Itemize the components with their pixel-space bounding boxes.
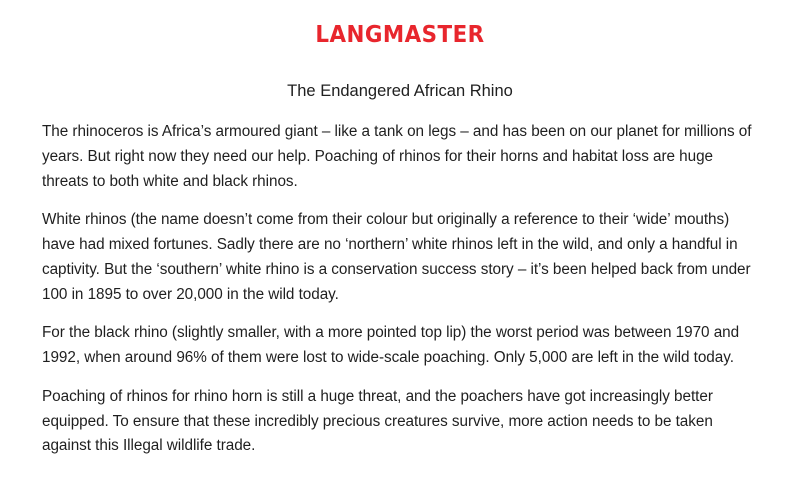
paragraph: Poaching of rhinos for rhino horn is still a huge threat, and the poachers have got increasingly better equipped. To ensure that these incredibly precious creatures survive, more action needs to be taken against this Illegal wildlife trade. — [42, 387, 713, 455]
article-body — [42, 120, 762, 459]
paragraph: For the black rhino (slightly smaller, with a more pointed top lip) the worst period was between 1970 and 1992, when around 96% of them were lost to wide-scale poaching. Only 5,000 are left in the wild today. — [42, 324, 740, 367]
paragraph: The rhinoceros is Africa’s armoured giant – like a tank on legs – and has been on our planet for millions of years. But right now they need our help. Poaching of rhinos for their horns and habitat loss are huge threats to both white and black rhinos. — [42, 123, 752, 190]
langmaster-logo: LANGMASTER — [315, 22, 485, 48]
paragraph: White rhinos (the name doesn’t come from their colour but originally a reference to their ‘wide’ mouths) have had mixed fortunes. Sadly there are no ‘northern’ white rhinos left in the wild, and only a handful in captivity. But the ‘southern’ white rhino is a conservation success story – it’s been helped back from under 100 in 1895 to over 20,000 in the wild today. — [42, 211, 751, 303]
page-title: The Endangered African Rhino — [287, 82, 513, 100]
